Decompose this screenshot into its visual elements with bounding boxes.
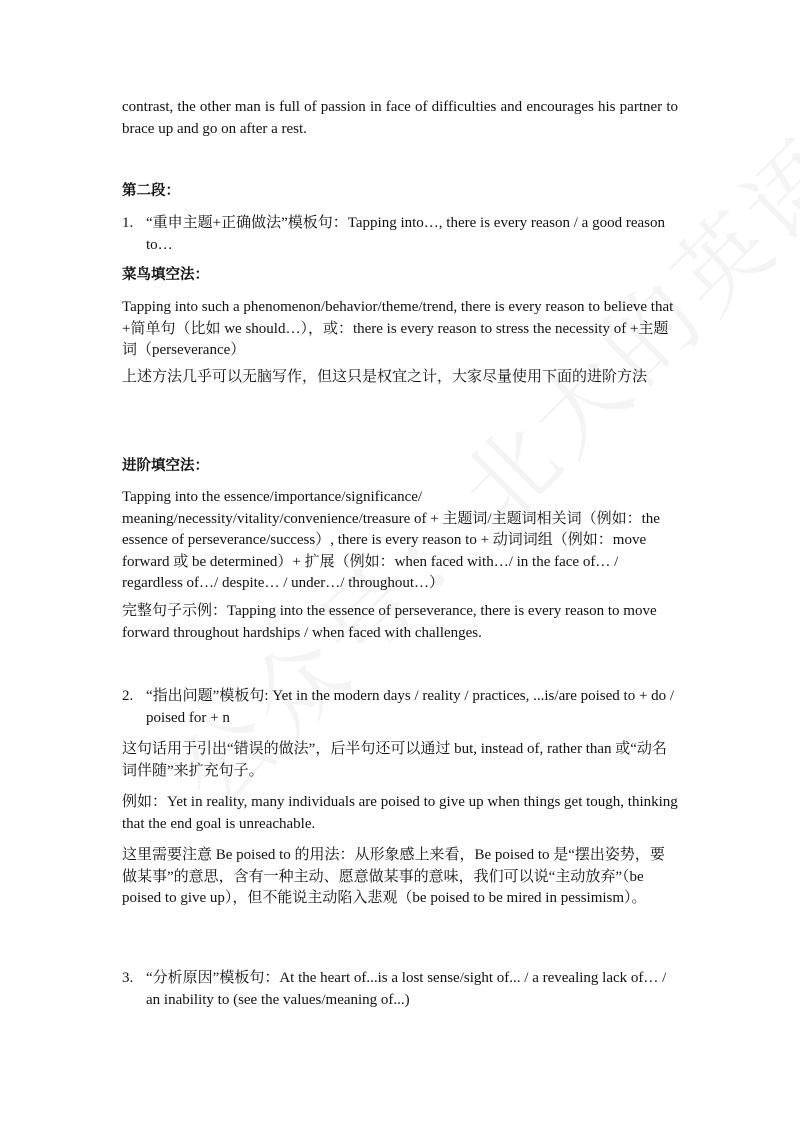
item2-example: 例如：Yet in reality, many individuals are poised to give up when things get tough, thinking that the end goal is unreachable. <box>122 794 678 832</box>
item2-note: 这里需要注意 Be poised to 的用法：从形象感上来看，Be poised to 是“摆出姿势，要做某事”的意思，含有一种主动、愿意做某事的意味，我们可以说“主动放弃”（be poised to give up），但不能说主动陷入悲观（be poised to be mired in pessimism）。 <box>122 847 665 906</box>
intro-paragraph: contrast, the other man is full of passion in face of difficulties and encourages his partner to brace up and go on after a rest. <box>122 99 678 137</box>
list-item-3-text: “分析原因”模板句：At the heart of...is a lost sense/sight of... / a revealing lack of… / an inability to (see the values/meaning of...) <box>146 970 667 1008</box>
list-item-2-text: “指出问题”模板句: Yet in the modern days / reality / practices, ...is/are poised to + do / poised for + n <box>146 688 675 726</box>
list-item-2 <box>122 686 678 729</box>
advanced-paragraph <box>122 487 678 595</box>
list-item-1-text: “重申主题+正确做法”模板句：Tapping into…, there is every reason / a good reason to… <box>146 215 665 253</box>
list-item-2-number: 2. <box>122 688 134 704</box>
rookie-paragraph: Tapping into such a phenomenon/behavior/theme/trend, there is every reason to believe that +简单句（比如 we should…），或：there is every reason to stress the necessity of +主题词（perseverance） <box>122 299 674 358</box>
advanced-line-1: Tapping into the essence/importance/significance/ <box>122 489 423 505</box>
list-item-3-number: 3. <box>122 970 134 986</box>
list-item-1 <box>122 213 678 256</box>
list-item-3 <box>122 968 678 1011</box>
rookie-note: 上述方法几乎可以无脑写作，但这只是权宜之计，大家尽量使用下面的进阶方法 <box>122 369 648 385</box>
advanced-rest: meaning/necessity/vitality/convenience/treasure of + 主题词/主题词相关词（例如：the essence of perseverance/success）, there is every reason to + 动词词组（例如：move forward 或 be determined）+ 扩展（例如：when faced with…/ in the face of… / regardless of…/ despite… / under…/ throughout…） <box>122 510 660 591</box>
list-item-1-number: 1. <box>122 215 134 231</box>
item2-usage: 这句话用于引出“错误的做法”，后半句还可以通过 but, instead of, rather than 或“动名词伴随”来扩充句子。 <box>122 741 667 779</box>
section-heading: 第二段： <box>122 183 180 199</box>
rookie-heading: 菜鸟填空法： <box>122 267 209 283</box>
full-example-paragraph: 完整句子示例：Tapping into the essence of perseverance, there is every reason to move forward throughout hardships / when faced with challenges. <box>122 603 657 641</box>
advanced-heading: 进阶填空法： <box>122 458 209 474</box>
